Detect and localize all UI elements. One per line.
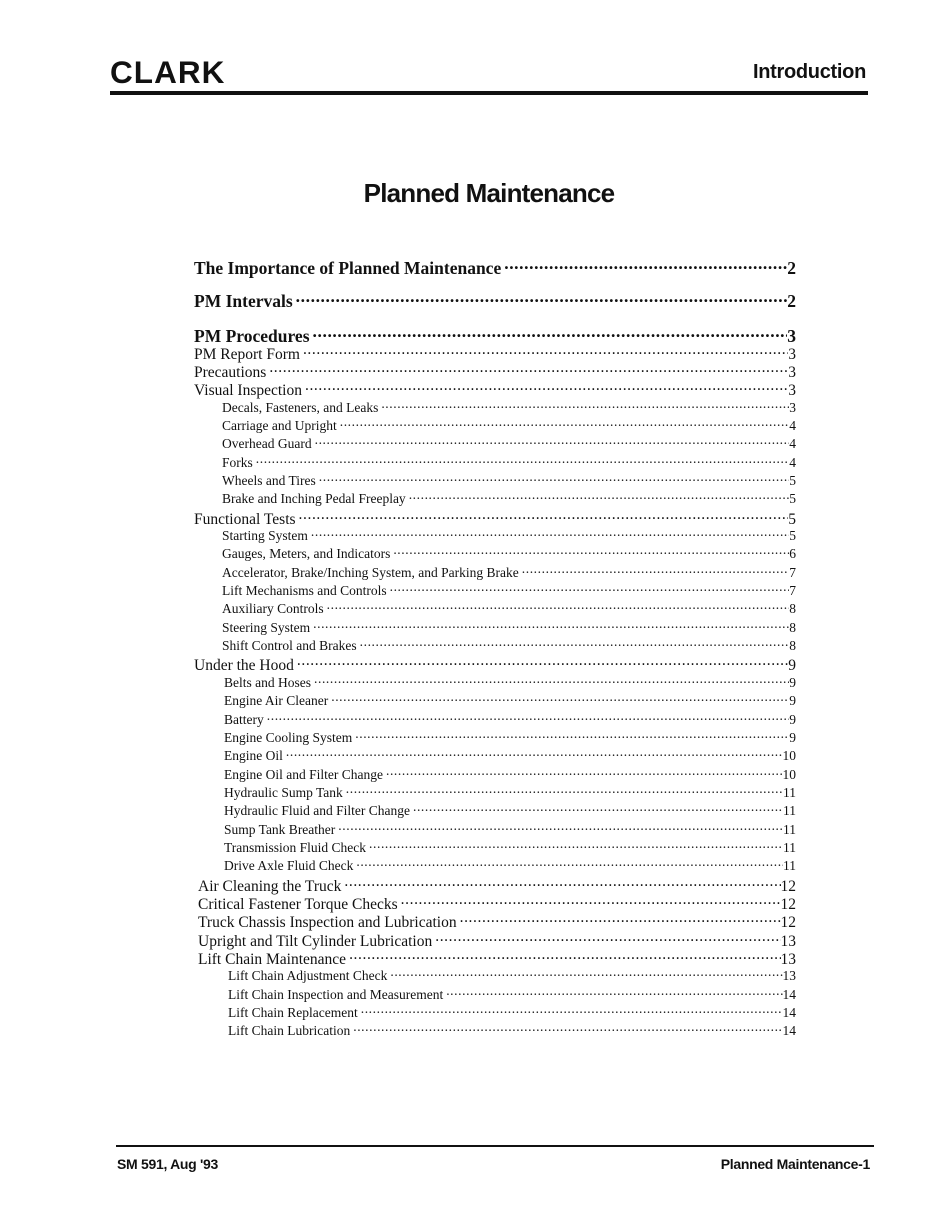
toc-entry-label: Functional Tests [194,510,296,528]
toc-entry[interactable] [194,582,796,600]
toc-entry-page: 8 [789,638,796,654]
dot-leader [314,673,789,687]
dot-leader [267,710,790,724]
dot-leader [327,600,790,614]
toc-entry-label: Decals, Fasteners, and Leaks [222,399,379,415]
toc-entry-label: Battery [224,711,264,727]
toc-entry[interactable] [194,857,796,875]
toc-entry-page: 9 [789,729,796,745]
toc-entry-label: Auxiliary Controls [222,601,324,617]
dot-leader [315,435,790,449]
toc-entry[interactable] [194,527,796,545]
dot-leader [381,398,789,412]
toc-entry-page: 3 [789,399,796,415]
dot-leader [460,912,781,928]
toc-entry-page: 3 [788,345,796,363]
dot-leader [305,380,788,396]
toc-entry-page: 12 [780,914,796,932]
clark-logo: CLARK [110,55,226,91]
dot-leader [331,692,789,706]
toc-entry[interactable] [198,985,796,1003]
toc-entry-label: Visual Inspection [194,382,302,400]
toc-entry-label: Forks [222,454,253,470]
toc-entry-page: 13 [780,932,796,950]
toc-entry-label: Sump Tank Breather [224,821,336,837]
dot-leader [446,985,782,999]
toc-entry-page: 10 [782,748,796,764]
toc-entry-page: 7 [789,564,796,580]
toc-entry-label: Wheels and Tires [222,472,316,488]
toc-entry-page: 12 [780,877,796,895]
dot-leader [369,838,783,852]
toc-entry[interactable] [194,728,796,746]
section-title: Introduction [752,61,866,83]
toc-entry-page: 11 [783,821,796,837]
page-title: Planned Maintenance [363,178,615,208]
dot-leader [386,765,783,779]
toc-entry[interactable] [194,783,796,801]
dot-leader [353,1022,782,1036]
dot-leader [313,324,788,342]
toc-entry-page: 14 [782,1005,796,1021]
toc-entry-page: 4 [789,417,796,433]
toc-entry-label: Steering System [222,619,311,635]
toc-entry[interactable] [194,490,796,508]
header-rule [110,91,868,95]
toc-entry-page: 9 [789,693,796,709]
dot-leader [344,875,780,891]
toc-entry-label: Lift Chain Lubrication [228,1023,351,1039]
toc-entry-page: 5 [788,510,796,528]
toc-entry[interactable] [194,637,796,655]
toc-entry[interactable] [194,256,796,279]
dot-leader [297,655,788,671]
toc-entry[interactable] [194,563,796,581]
toc-entry[interactable] [194,802,796,820]
toc-entry[interactable] [194,618,796,636]
toc-entry-page: 9 [789,711,796,727]
toc-entry[interactable] [194,838,796,856]
dot-leader [356,857,783,871]
toc-entry-page: 6 [789,546,796,562]
toc-entry-label: Lift Chain Maintenance [198,951,347,969]
toc-entry-label: Engine Cooling System [224,729,353,745]
toc-entry-label: Transmission Fluid Check [224,839,367,855]
toc-entry[interactable] [198,967,796,985]
toc-entry-page: 11 [783,803,796,819]
toc-entry-page: 10 [782,766,796,782]
toc-entry-label: Hydraulic Sump Tank [224,784,343,800]
toc-entry[interactable] [194,398,796,416]
dot-leader [360,637,790,651]
toc-entry-label: Upright and Tilt Cylinder Lubrication [198,932,433,950]
footer-rule [116,1145,874,1147]
toc-entry-label: Carriage and Upright [222,417,337,433]
dot-leader [319,471,790,485]
dot-leader [338,820,783,834]
dot-leader [401,894,781,910]
toc-entry[interactable] [194,600,796,618]
toc-entry-page: 9 [788,657,796,675]
toc-entry-label: Engine Oil and Filter Change [224,766,383,782]
toc-entry-page: 8 [789,601,796,617]
dot-leader [522,563,790,577]
toc-entry-label: Drive Axle Fluid Check [224,858,354,874]
toc-entry[interactable] [194,471,796,489]
toc-entry[interactable] [194,453,796,471]
toc-entry-page: 5 [789,472,796,488]
footer-page-number: Planned Maintenance-1 [720,1156,870,1172]
dot-leader [311,527,789,541]
toc-entry-page: 2 [787,257,796,278]
toc-entry-page: 4 [789,454,796,470]
toc-entry[interactable] [194,416,796,434]
dot-leader [296,289,788,307]
toc-entry-label: Belts and Hoses [224,674,311,690]
toc-entry[interactable] [194,673,796,691]
dot-leader [256,453,789,467]
dot-leader [393,545,789,559]
toc-entry-page: 3 [788,363,796,381]
dot-leader [269,361,788,377]
toc-entry-label: Hydraulic Fluid and Filter Change [224,803,410,819]
toc-entry-page: 8 [789,619,796,635]
toc-entry[interactable] [198,1022,796,1040]
toc-entry[interactable] [194,820,796,838]
toc-entry-label: The Importance of Planned Maintenance [194,257,502,278]
dot-leader [340,416,790,430]
toc-entry-label: PM Report Form [194,345,300,363]
dot-leader [390,582,790,596]
toc-entry-page: 2 [787,290,796,311]
toc-entry[interactable] [194,765,796,783]
toc-entry-label: Engine Air Cleaner [224,693,329,709]
toc-entry-label: Truck Chassis Inspection and Lubrication [198,914,457,932]
toc-entry[interactable] [194,747,796,765]
dot-leader [390,967,782,981]
toc-entry-label: Accelerator, Brake/Inching System, and Parking Brake [222,564,519,580]
toc-entry-label: Precautions [194,363,267,381]
toc-entry-page: 9 [789,674,796,690]
dot-leader [409,490,790,504]
toc-entry-page: 5 [789,491,796,507]
dot-leader [303,343,788,359]
toc-entry[interactable] [198,1004,796,1022]
toc-entry-label: Critical Fastener Torque Checks [198,896,398,913]
toc-entry-page: 13 [780,951,796,969]
toc-entry-label: Lift Chain Adjustment Check [228,968,388,984]
footer-doc-id: SM 591, Aug '93 [117,1156,219,1172]
dot-leader [299,508,789,524]
toc-entry-label: Starting System [222,528,308,543]
toc-entry-page: 7 [789,583,796,599]
toc-entry-page: 14 [782,986,796,1002]
dot-leader [413,802,783,816]
toc-entry-label: Brake and Inching Pedal Freeplay [222,491,406,507]
toc-entry-page: 13 [782,968,796,984]
toc-entry-label: Shift Control and Brakes [222,638,357,654]
toc-entry-label: Lift Mechanisms and Controls [222,583,387,599]
toc-entry[interactable] [194,692,796,710]
dot-leader [346,783,783,797]
dot-leader [355,728,789,742]
toc-entry-page: 12 [780,896,796,913]
toc-entry-label: Engine Oil [224,748,283,764]
toc-entry-page: 11 [783,784,796,800]
toc-entry-page: 4 [789,436,796,452]
dot-leader [286,747,783,761]
toc-entry[interactable] [194,545,796,563]
toc-entry-page: 14 [782,1023,796,1039]
toc-entry-page: 11 [783,858,796,874]
toc-entry-page: 11 [783,839,796,855]
toc-entry[interactable] [194,710,796,728]
toc-entry-label: Lift Chain Inspection and Measurement [228,986,444,1002]
dot-leader [349,949,780,965]
dot-leader [361,1004,783,1018]
toc-entry[interactable] [194,289,796,312]
toc-entry-page: 3 [788,382,796,400]
toc-entry-label: PM Intervals [194,290,293,311]
toc-entry-label: Air Cleaning the Truck [198,877,342,895]
toc-entry-page: 3 [787,325,796,346]
toc-entry-label: Lift Chain Replacement [228,1005,358,1021]
toc-entry-label: PM Procedures [194,325,310,346]
dot-leader [435,930,780,946]
toc-entry-label: Gauges, Meters, and Indicators [222,546,391,562]
toc-entry[interactable] [194,435,796,453]
toc-entry-page: 5 [789,528,796,543]
toc-entry-label: Overhead Guard [222,436,312,452]
toc-entry-label: Under the Hood [194,657,294,675]
dot-leader [313,618,789,632]
dot-leader [504,256,787,274]
